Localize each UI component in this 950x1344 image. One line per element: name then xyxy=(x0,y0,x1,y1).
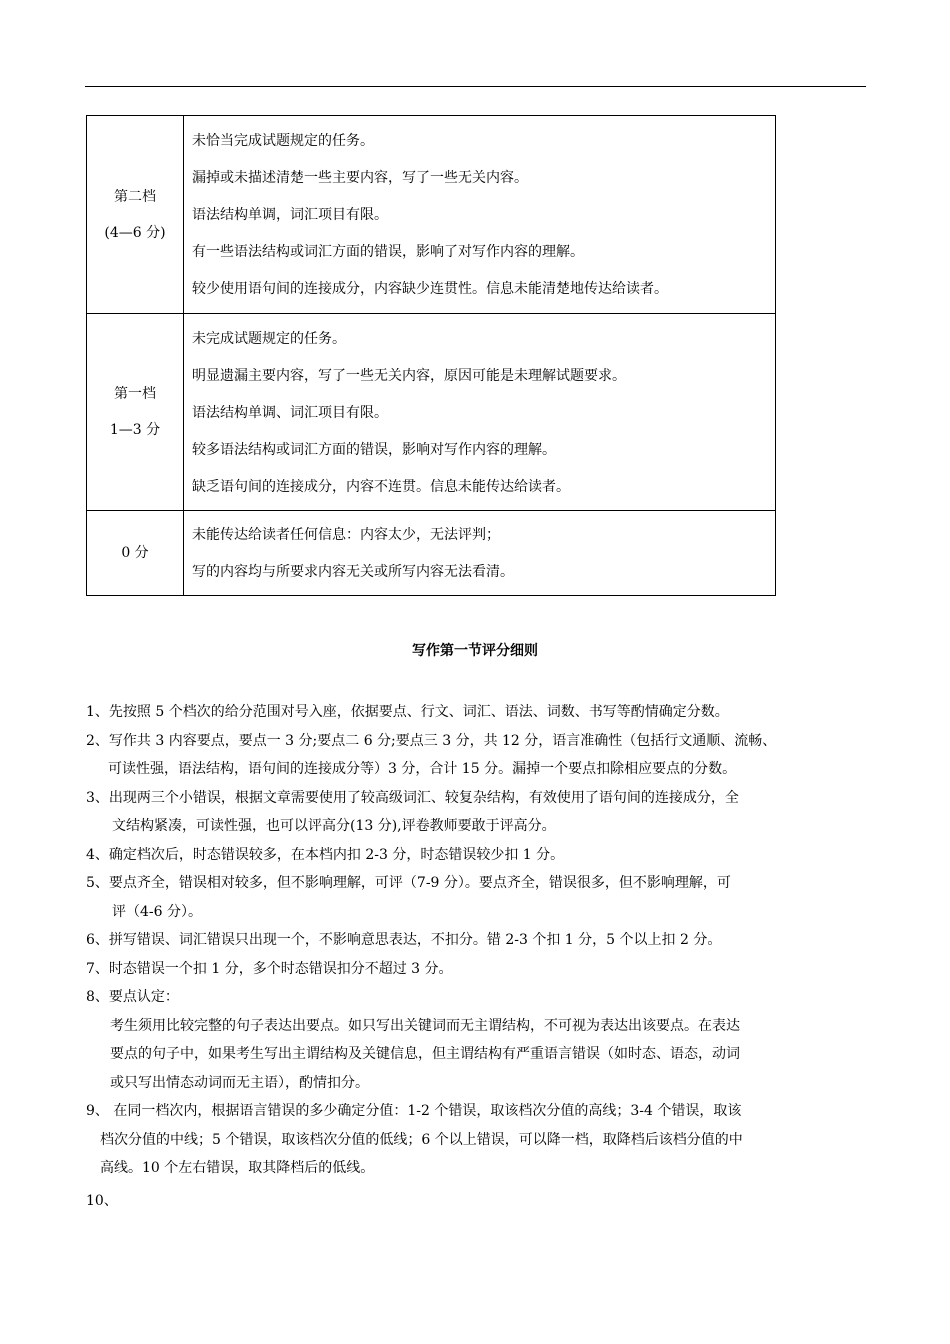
rule-continuation: 评（4-6 分）。 xyxy=(112,903,202,920)
criterion-line: 缺乏语句间的连接成分，内容不连贯。信息未能传达给读者。 xyxy=(192,478,570,495)
band-score: (4—6 分) xyxy=(104,224,166,241)
rule-text: 5、要点齐全，错误相对较多，但不影响理解，可评（7-9 分）。要点齐全，错误很多，但不影响理解，可 xyxy=(86,875,731,891)
band-name: 第一档 xyxy=(114,386,156,402)
criterion-line: 有一些语法结构或词汇方面的错误，影响了对写作内容的理解。 xyxy=(192,244,584,260)
criterion-line: 较多语法结构或词汇方面的错误，影响对写作内容的理解。 xyxy=(192,441,556,458)
rule-item xyxy=(86,983,868,1097)
rule-paragraph-line: 考生须用比较完整的句子表达出要点。如只写出关键词而无主谓结构，不可视为表达出该要点。在表达 xyxy=(110,1017,740,1034)
criteria-cell xyxy=(184,314,776,511)
rule-continuation: 高线。10 个左右错误，取其降档后的低线。 xyxy=(100,1160,375,1176)
header-rule xyxy=(85,86,866,87)
band-cell xyxy=(87,314,184,511)
criterion-line: 未能传达给读者任何信息：内容太少，无法评判； xyxy=(192,527,500,543)
rubric-table xyxy=(86,115,776,596)
rule-text: 10、 xyxy=(86,1192,118,1209)
rule-item xyxy=(86,955,868,984)
rubric-row-band1 xyxy=(87,314,776,511)
rule-item xyxy=(86,784,868,841)
rule-text: 6、拼写错误、词汇错误只出现一个，不影响意思表达，不扣分。错 2-3 个扣 1 分，5 个以上扣 2 分。 xyxy=(86,932,722,948)
criterion-line: 未恰当完成试题规定的任务。 xyxy=(192,133,374,149)
criterion-line: 写的内容均与所要求内容无关或所写内容无法看清。 xyxy=(192,564,514,580)
band-name: 第二档 xyxy=(114,188,156,205)
section-title: 写作第一节评分细则 xyxy=(412,643,538,659)
criterion-line: 语法结构单调，词汇项目有限。 xyxy=(192,207,388,223)
criteria-cell xyxy=(184,116,776,314)
band-cell xyxy=(87,116,184,314)
rule-text: 3、出现两三个小错误，根据文章需要使用了较高级词汇、较复杂结构，有效使用了语句间的连接成分，全 xyxy=(86,789,739,806)
rule-item xyxy=(86,727,868,784)
criteria-cell xyxy=(184,511,776,596)
criterion-line: 未完成试题规定的任务。 xyxy=(192,330,346,347)
rule-item xyxy=(86,698,868,727)
band-cell xyxy=(87,511,184,596)
criterion-line: 语法结构单调、词汇项目有限。 xyxy=(192,404,388,421)
rule-text: 1、先按照 5 个档次的给分范围对号入座，依据要点、行文、词汇、语法、词数、书写等酌情确定分数。 xyxy=(86,704,729,720)
rubric-row-band2 xyxy=(87,116,776,314)
rule-item xyxy=(86,841,868,870)
rule-text: 9、 在同一档次内，根据语言错误的多少确定分值：1-2 个错误，取该档次分值的高线；3-4 个错误，取该 xyxy=(86,1103,742,1119)
rule-item xyxy=(86,1097,868,1183)
rule-text: 8、要点认定： xyxy=(86,989,179,1005)
band-name: 0 分 xyxy=(121,545,149,561)
rule-text: 2、写作共 3 内容要点，要点一 3 分;要点二 6 分;要点三 3 分，共 12 分，语言准确性（包括行文通顺、流畅、 xyxy=(86,732,777,749)
rule-item xyxy=(86,926,868,955)
criterion-line: 漏掉或未描述清楚一些主要内容，写了一些无关内容。 xyxy=(192,170,528,186)
rule-continuation: 档次分值的中线；5 个错误，取该档次分值的低线；6 个以上错误，可以降一档，取降档后该档分值的中 xyxy=(100,1131,743,1148)
rule-paragraph-line: 或只写出情态动词而无主语），酌情扣分。 xyxy=(110,1074,369,1091)
rubric-row-band0 xyxy=(87,511,776,596)
criterion-line: 明显遗漏主要内容，写了一些无关内容，原因可能是未理解试题要求。 xyxy=(192,367,626,384)
rules-list xyxy=(86,698,868,1215)
rule-paragraph-line: 要点的句子中，如果考生写出主谓结构及关键信息，但主谓结构有严重语言错误（如时态、语态，动词 xyxy=(110,1046,740,1062)
rule-text: 4、确定档次后，时态错误较多，在本档内扣 2-3 分，时态错误较少扣 1 分。 xyxy=(86,846,565,863)
rule-item xyxy=(86,1187,868,1216)
rule-continuation: 可读性强，语法结构，语句间的连接成分等）3 分，合计 15 分。漏掉一个要点扣除相应要点的分数。 xyxy=(108,761,737,777)
rule-text: 7、时态错误一个扣 1 分，多个时态错误扣分不超过 3 分。 xyxy=(86,960,453,977)
criterion-line: 较少使用语句间的连接成分，内容缺少连贯性。信息未能清楚地传达给读者。 xyxy=(192,281,668,297)
band-score: 1—3 分 xyxy=(109,422,161,438)
rule-continuation: 文结构紧凑，可读性强，也可以评高分(13 分),评卷教师要敢于评高分。 xyxy=(112,818,556,834)
rule-item xyxy=(86,869,868,926)
